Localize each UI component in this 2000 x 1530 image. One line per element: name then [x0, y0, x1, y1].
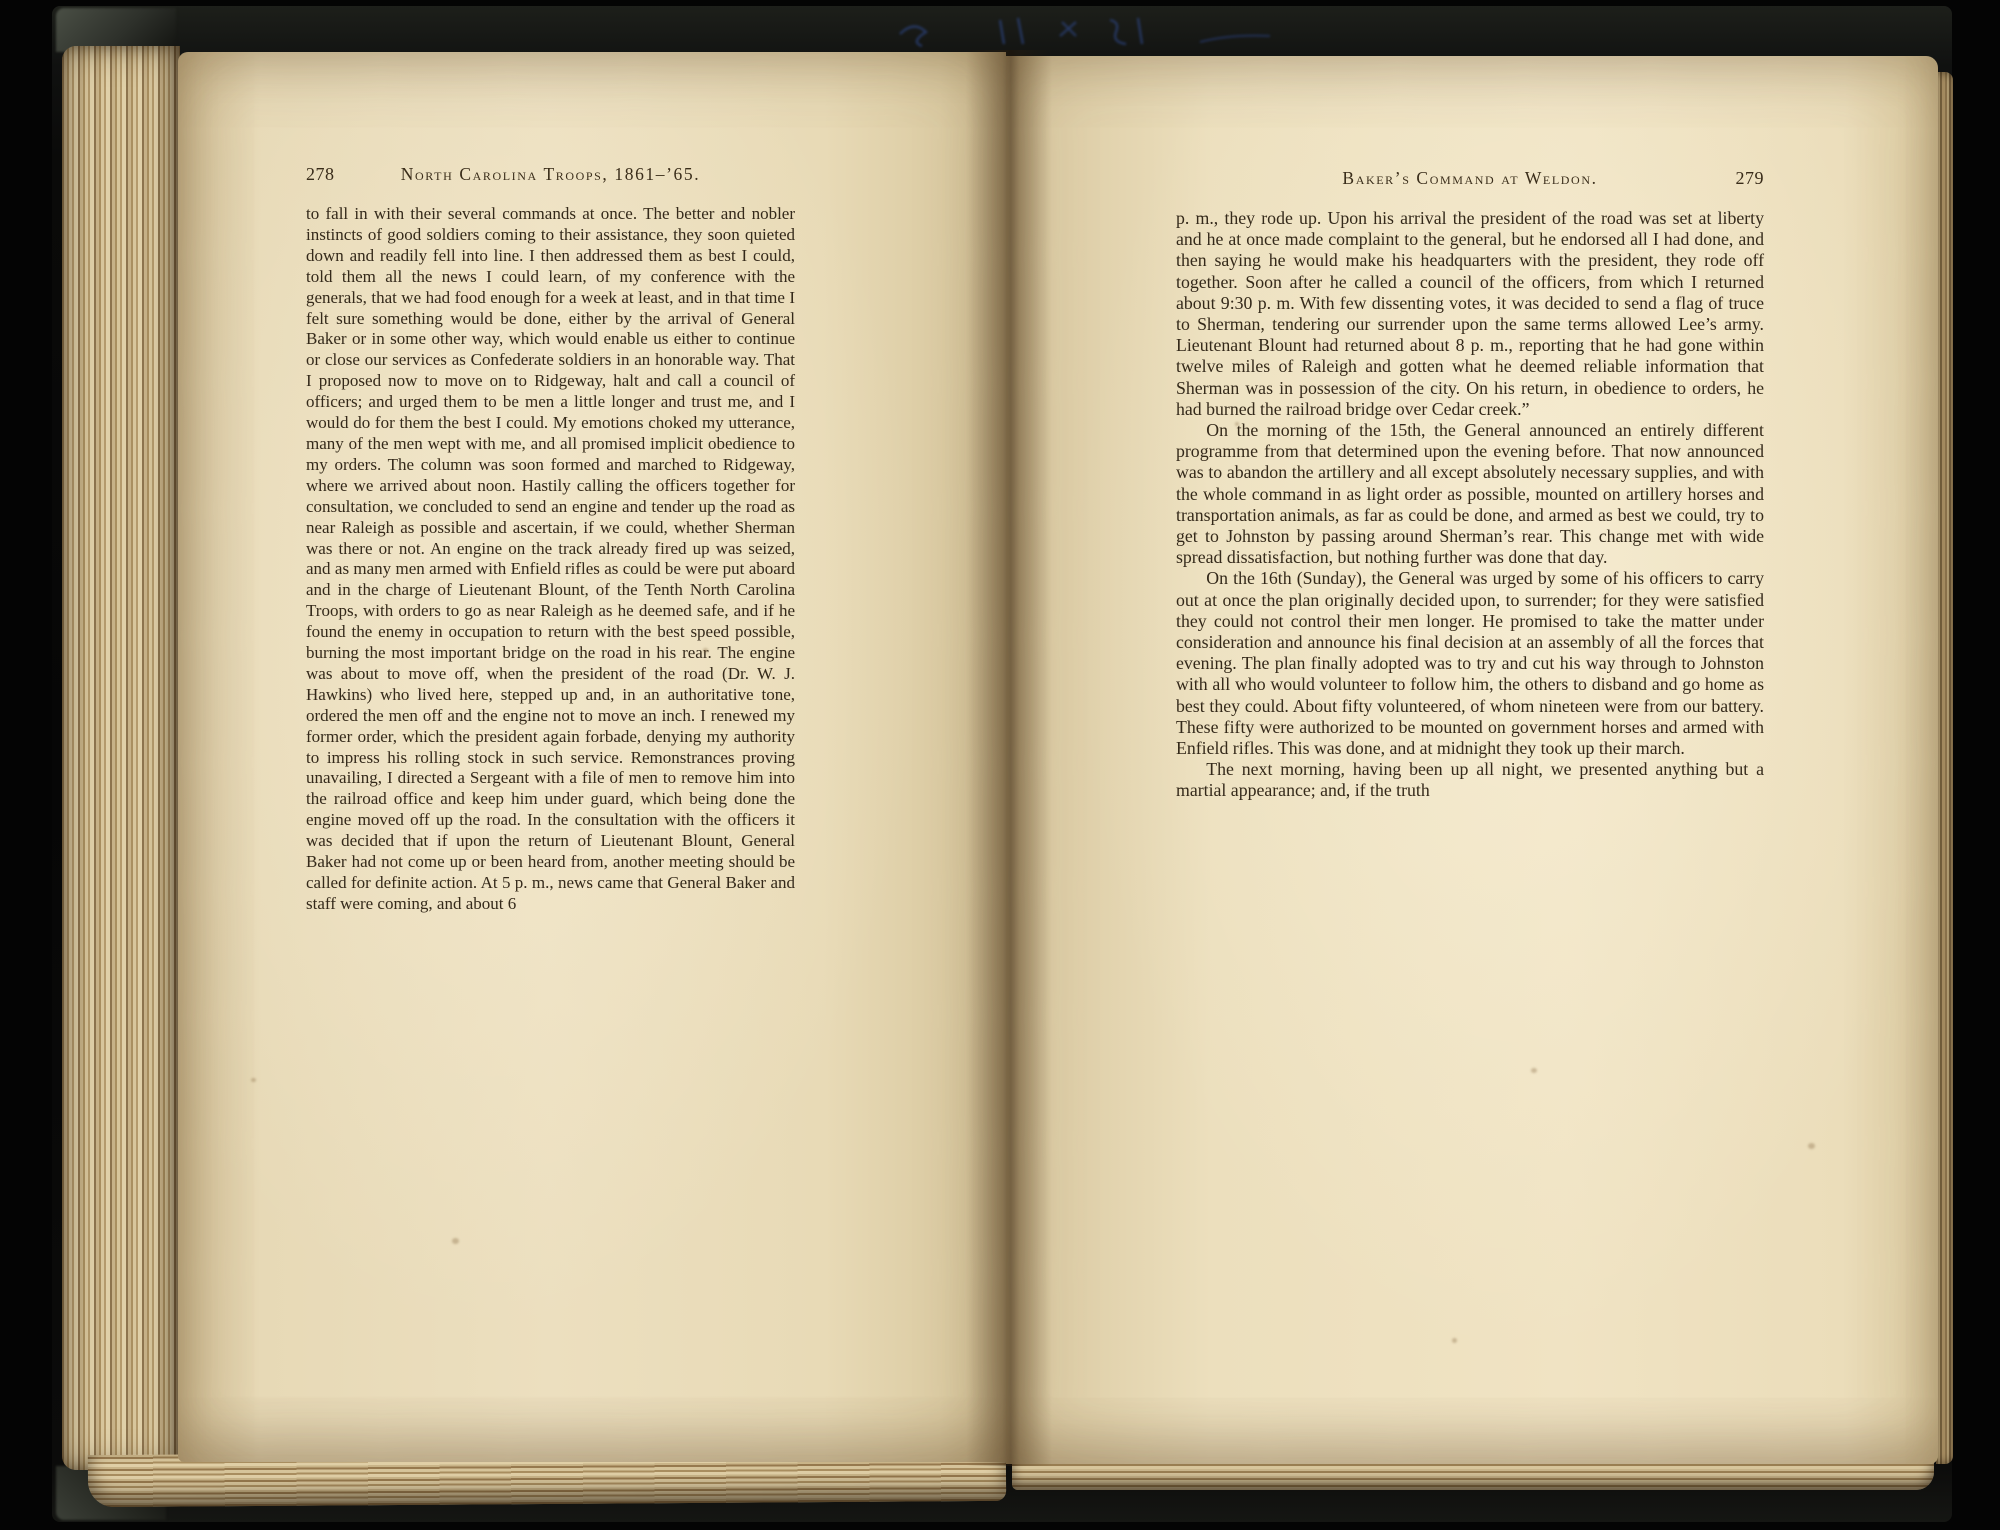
left-page-text — [306, 204, 795, 915]
paragraph: p. m., they rode up. Upon his arrival the president of the road was set at liberty and he at once made complaint to the general, but he endorsed all I had done, and then saying he would make his headquarters with the president, they rode off together. Soon after he called a council of the officers, from which I returned about 9:30 p. m. With few dissenting votes, it was decided to send a flag of truce to Sherman, tendering our surrender upon the same terms allowed Lee’s army. Lieutenant Blount had returned about 8 p. m., reporting that he had gone within twelve miles of Raleigh and gotten what he deemed reliable information that Sherman was in possession of the city. On his return, in obedience to orders, he had burned the railroad bridge over Cedar creek.” — [1176, 208, 1764, 419]
left-page-header — [306, 164, 795, 190]
foxing-speck — [452, 1238, 459, 1244]
right-page-number: 279 — [1735, 168, 1764, 188]
left-page-number: 278 — [306, 164, 335, 184]
foxing-speck — [1235, 422, 1239, 426]
right-page-bottom-edge — [1012, 1462, 1934, 1490]
paragraph: On the morning of the 15th, the General announced an entirely different programme from that determined upon the evening before. That now announced was to abandon the artillery and all except absolutely necessary supplies, and with the whole command in as light order as possible, mounted on artillery horses and transportation animals, as far as could be done, and armed as best we could, try to get to Johnston by passing around Sherman’s rear. This change met with wide spread dissatisfaction, but nothing further was done that day. — [1176, 420, 1764, 568]
foxing-speck — [703, 648, 708, 653]
right-page-side-edge — [1936, 72, 1953, 1464]
foxing-speck — [1531, 1068, 1537, 1073]
left-page — [178, 52, 1006, 1462]
foxing-speck — [1808, 1143, 1815, 1149]
paragraph: to fall in with their several commands at once. The better and nobler instincts of good soldiers coming to their assistance, they soon quieted down and readily fell into line. I then addressed them as best I could, told them all the news I could learn, of my conference with the generals, that we had food enough for a week at least, and in that time I felt sure something would be done, either by the arrival of General Baker or in some other way, which would enable us either to continue or close our services as Confederate soldiers in an honorable way. That I proposed now to move on to Ridgeway, halt and call a council of officers; and urged them to be men a little longer and trust me, and I would do for them the best I could. My emotions choked my utterance, many of the men wept with me, and all promised implicit obedience to my orders. The column was soon formed and marched to Ridgeway, where we arrived about noon. Hastily calling the officers together for consultation, we concluded to send an engine and tender up the road as near Raleigh as possible and ascertain, if we could, whether Sherman was there or not. An engine on the track already fired up was seized, and as many men armed with Enfield rifles as could be were put aboard and in the charge of Lieutenant Blount, of the Tenth North Carolina Troops, with orders to go as near Raleigh as he deemed safe, and if he found the enemy in occupation to return with the best speed possible, burning the most important bridge on the road in his rear. The engine was about to move off, when the president of the road (Dr. W. J. Hawkins) who lived here, stepped up and, in an authoritative tone, ordered the men off and the engine not to move an inch. I renewed my former order, which the president again forbade, denying my authority to impress his rolling stock in such service. Remonstrances proving unavailing, I directed a Sergeant with a file of men to remove him into the railroad office and keep him under guard, which being done the engine moved off up the road. In the consultation with the officers it was decided that if upon the return of Lieutenant Blount, General Baker had not come up or been heard from, another meeting should be called for definite action. At 5 p. m., news came that General Baker and staff were coming, and about 6 — [306, 204, 795, 913]
foxing-speck — [251, 1078, 256, 1082]
right-page — [1006, 56, 1938, 1464]
cover-ink-marks — [880, 8, 1300, 52]
right-running-head: Baker’s Command at Weldon. — [1342, 168, 1598, 188]
paragraph: On the 16th (Sunday), the General was urged by some of his officers to carry out at once the plan originally decided upon, to surrender; for they were satisfied they could not control their men longer. He promised to take the matter under consideration and announce his final decision at an assembly of all the forces that evening. The plan finally adopted was to try and cut his way through to Johnston with all who would volunteer to follow him, the others to disband and go home as best they could. About fifty volunteered, of whom nineteen were from our battery. These fifty were authorized to be mounted on government horses and armed with Enfield rifles. This was done, and at midnight they took up their march. — [1176, 568, 1764, 759]
right-page-text — [1176, 208, 1764, 802]
paragraph: The next morning, having been up all night, we presented anything but a martial appearance; and, if the truth — [1176, 759, 1764, 801]
right-page-header — [1176, 168, 1764, 194]
page-edge-stack-left — [62, 46, 180, 1470]
left-running-head: North Carolina Troops, 1861–’65. — [400, 164, 701, 184]
foxing-speck — [1452, 1338, 1457, 1343]
